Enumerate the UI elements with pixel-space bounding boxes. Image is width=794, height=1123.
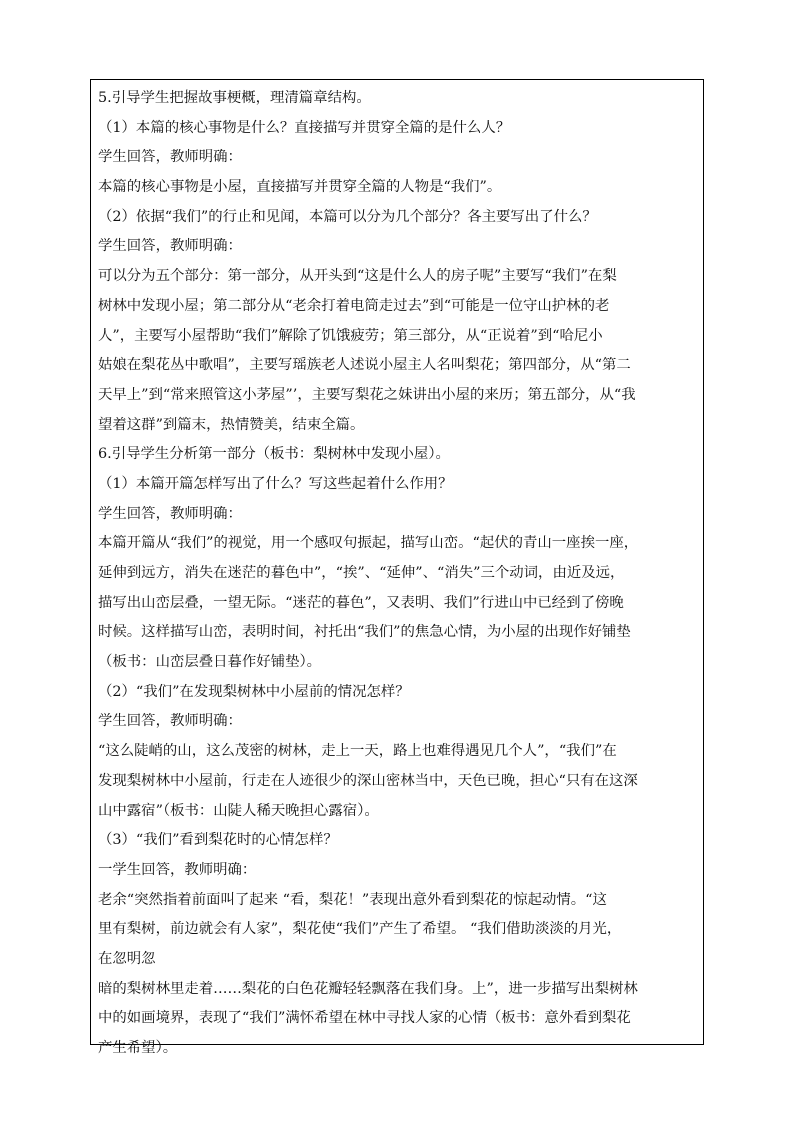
text-line: 一学生回答，教师明确： xyxy=(98,861,257,878)
text-line: 可以分为五个部分：第一部分，从开头到“这是什么人的房子呢”主要写“我们”在梨 xyxy=(98,268,617,285)
text-line: （1）本篇的核心事物是什么？直接描写并贯穿全篇的是什么人？ xyxy=(98,119,511,136)
text-line: 5.引导学生把握故事梗概，理清篇章结构。 xyxy=(98,90,371,106)
text-line: 人”，主要写小屋帮助“我们”解除了饥饿疲劳；第三部分，从“正说着”到“哈尼小 xyxy=(98,327,603,344)
text-line: 本篇开篇从“我们”的视觉，用一个感叹句振起，描写山峦。“起伏的青山一座挨一座， xyxy=(98,535,639,552)
text-line: 发现梨树林中小屋前，行走在人迹很少的深山密林当中，天色已晚，担心“只有在这深 xyxy=(98,772,638,789)
text-line: 学生回答，教师明确： xyxy=(98,505,242,522)
text-line: 描写出山峦层叠，一望无际。“迷茫的暮色”，又表明、我们”行进山中已经到了傍晚 xyxy=(98,594,624,611)
text-line: 在忽明忽 xyxy=(98,950,156,967)
text-line: 望着这群”到篇末，热情赞美，结束全篇。 xyxy=(98,416,365,433)
text-line: 延伸到远方，消失在迷茫的暮色中”，“挨”、“延伸”、“消失”三个动词，由近及远， xyxy=(98,565,625,581)
text-line: （1）本篇开篇怎样写出了什么？写这些起着什么作用？ xyxy=(98,475,453,492)
text-line: （2）“我们”在发现梨树林中小屋前的情况怎样？ xyxy=(98,683,410,700)
text-line: 暗的梨树林里走着……梨花的白色花瓣轻轻飘落在我们身。上”，进一步描写出梨树林 xyxy=(98,980,638,997)
text-line: “这么陡峭的山，这么茂密的树林，走上一天，路上也难得遇见几个人”，“我们”在 xyxy=(98,743,617,760)
text-line: 时候。这样描写山峦，表明时间，衬托出“我们”的焦急心情，为小屋的出现作好铺垫 xyxy=(98,624,631,641)
text-line: 天早上”到“常来照管这小茅屋”’，主要写梨花之妹讲出小屋的来历；第五部分，从“我 xyxy=(98,386,636,403)
text-line: 树林中发现小屋；第二部分从“老余打着电筒走过去”到“可能是一位守山护林的老 xyxy=(98,297,610,314)
text-line: 6.引导学生分析第一部分（板书：梨树林中发现小屋）。 xyxy=(98,446,450,463)
text-line: 学生回答，教师明确： xyxy=(98,149,242,166)
text-line: 学生回答，教师明确： xyxy=(98,713,242,730)
text-line: 山中露宿”（板书：山陡人稀天晚担心露宿）。 xyxy=(98,802,379,819)
text-line: 中的如画境界，表现了“我们”满怀希望在林中寻找人家的心情（板书：意外看到梨花 xyxy=(98,1010,631,1027)
text-line: 学生回答，教师明确： xyxy=(98,238,242,255)
text-line: （板书：山峦层叠日暮作好铺垫）。 xyxy=(98,654,322,671)
text-line: 姑娘在梨花丛中歌唱”，主要写瑶族老人述说小屋主人名叫梨花；第四部分，从“第二 xyxy=(98,357,631,374)
text-line: （3）“我们”看到梨花时的心情怎样？ xyxy=(98,832,338,849)
document-body xyxy=(98,84,702,1064)
text-line: 产生希望）。 xyxy=(98,1040,178,1056)
text-line: 里有梨树，前边就会有人家”，梨花使“我们”产生了希望。 “我们借助淡淡的月光， xyxy=(98,921,622,938)
text-line: 老余“突然指着前面叫了起来 “看，梨花！”表现出意外看到梨花的惊起动情。“这 xyxy=(98,891,607,908)
text-line: 本篇的核心事物是小屋，直接描写并贯穿全篇的人物是“我们”。 xyxy=(98,179,502,196)
text-line: （2）依据“我们”的行止和见闻，本篇可以分为几个部分？各主要写出了什么？ xyxy=(98,208,597,225)
